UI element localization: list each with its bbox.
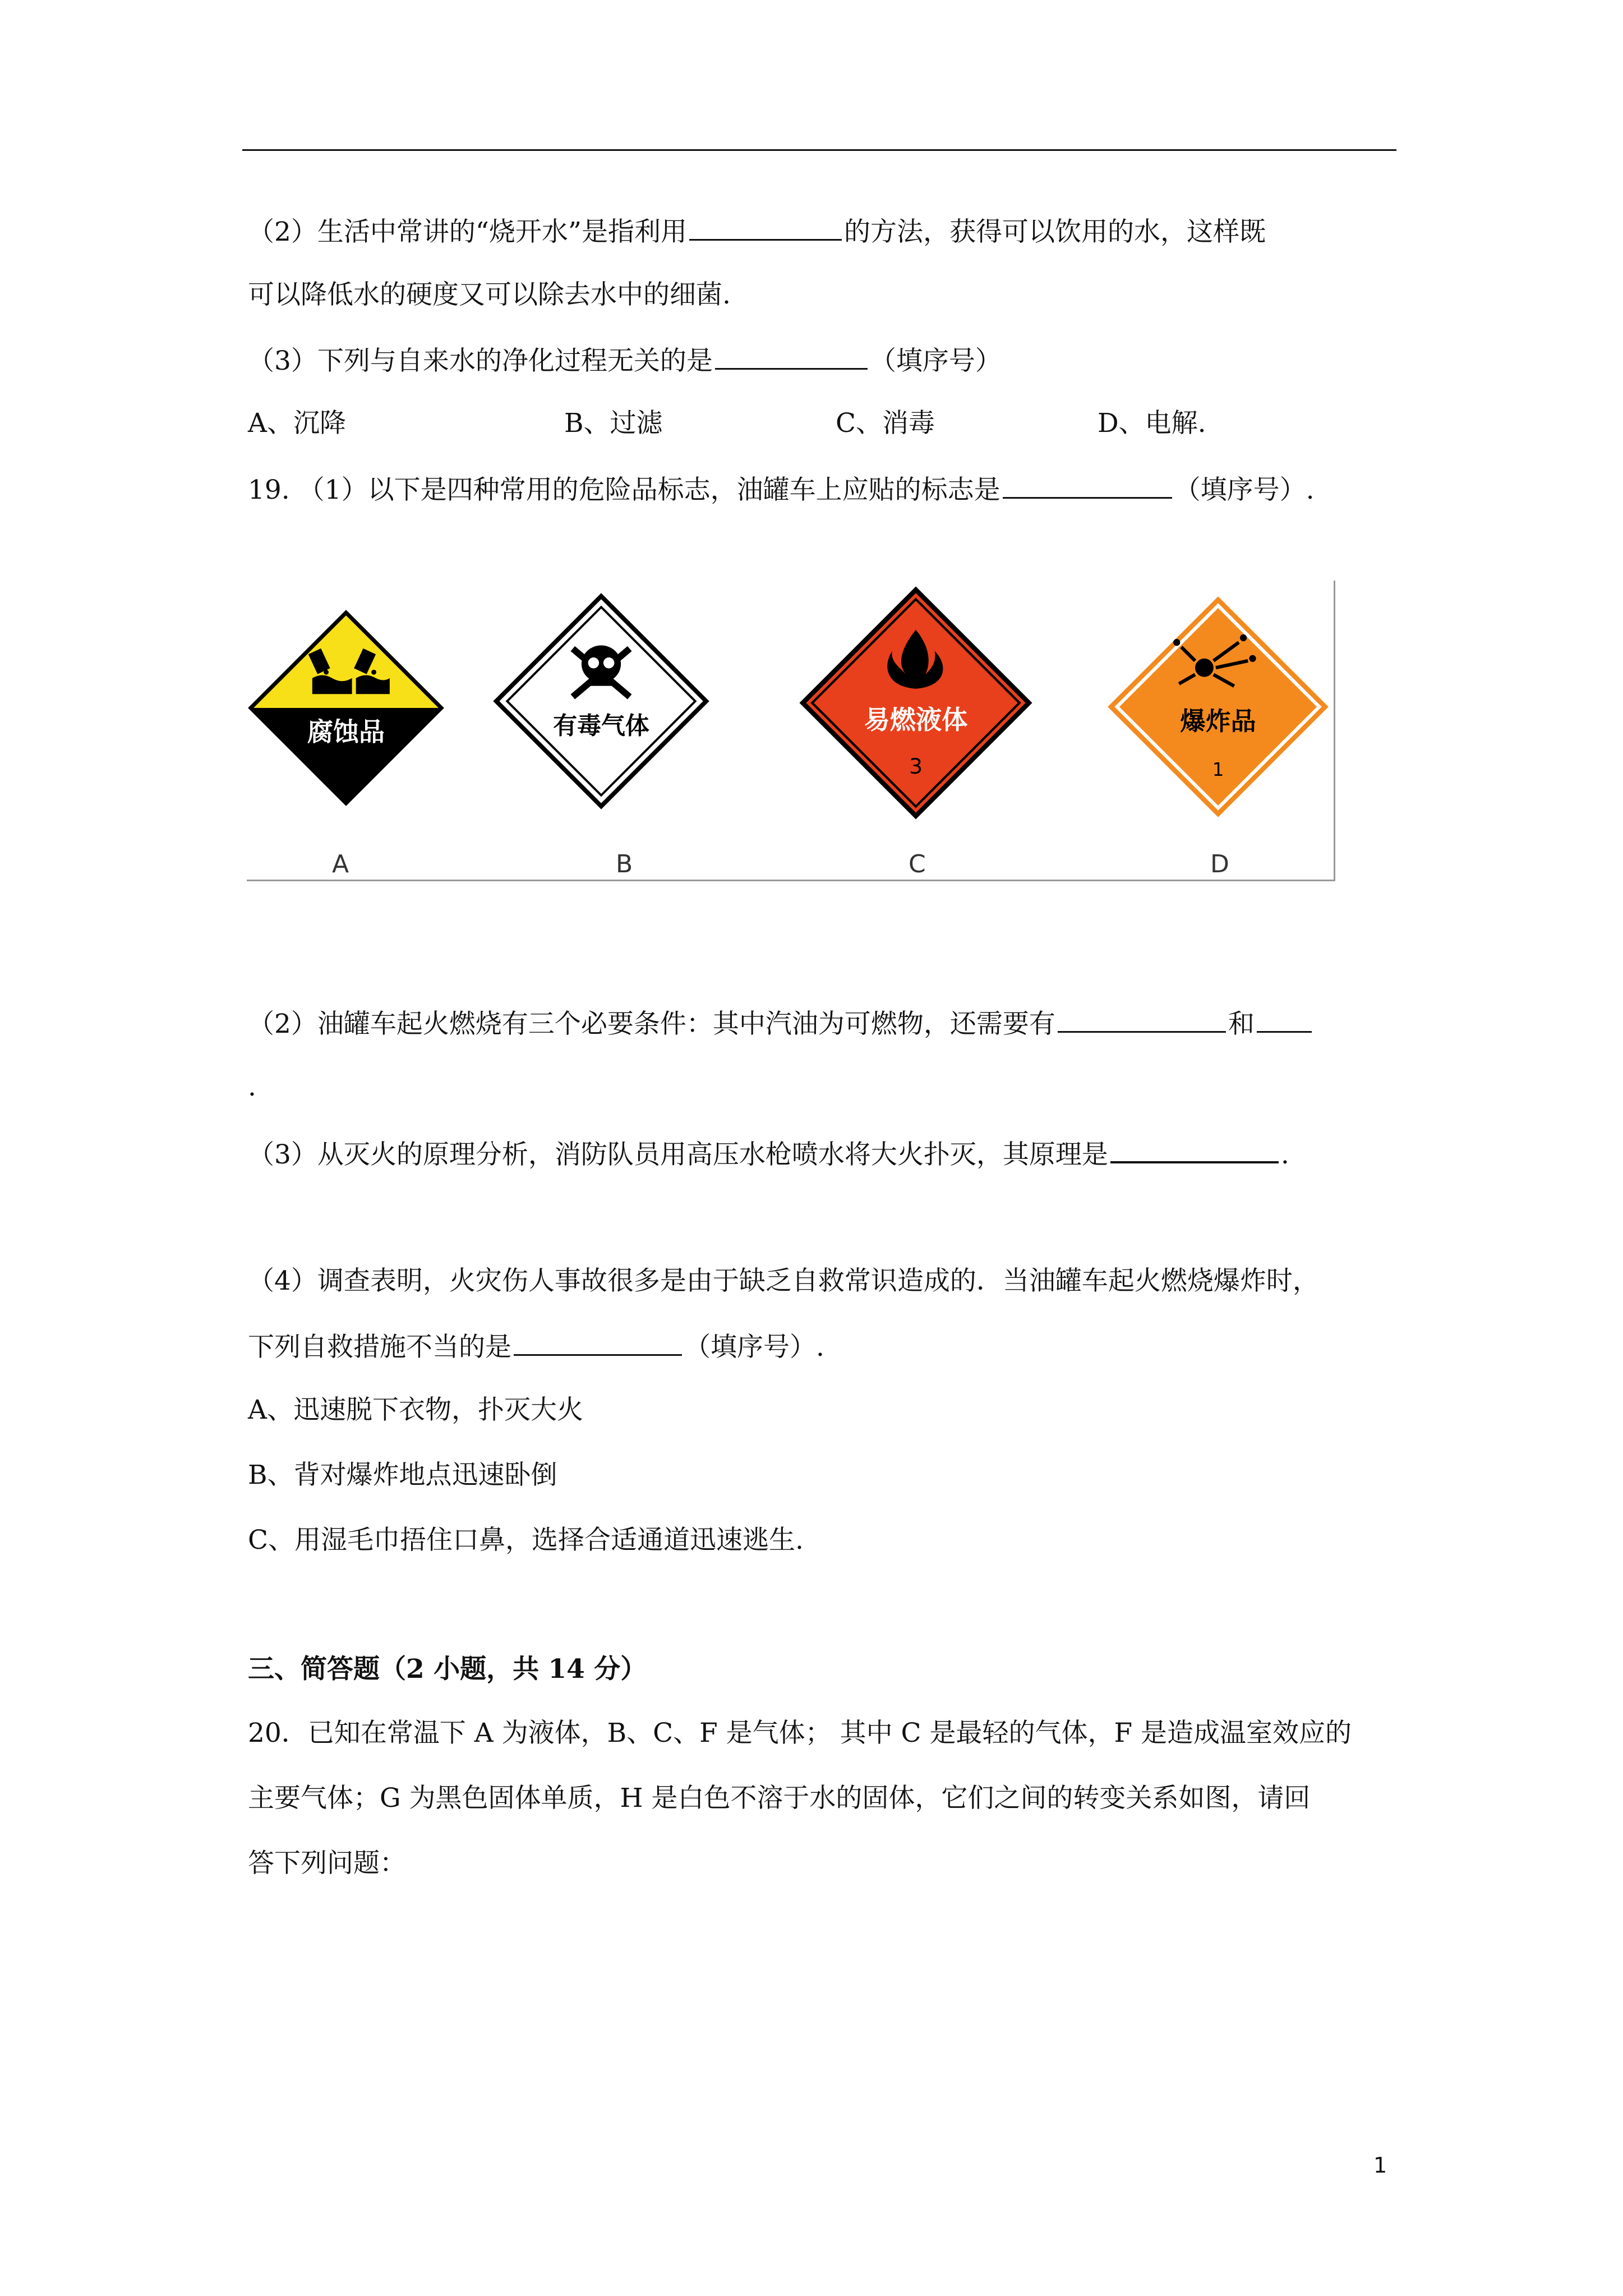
page-number: 1 bbox=[1373, 2153, 1387, 2178]
sign-b-label: 有毒气体 bbox=[553, 712, 649, 740]
sign-c-letter: C bbox=[909, 850, 926, 878]
explosive-sign bbox=[1103, 592, 1333, 822]
q18-part2-line1 bbox=[248, 213, 1266, 249]
corrosive-sign bbox=[247, 609, 445, 807]
sign-d-label: 爆炸品 bbox=[1180, 706, 1256, 736]
flammable-liquid-sign bbox=[798, 585, 1034, 821]
q19-part4-option-a: A、迅速脱下衣物，扑灭大火 bbox=[248, 1395, 583, 1425]
q19-part4-line2 bbox=[248, 1328, 824, 1364]
q19-part4-option-c: C、用湿毛巾捂住口鼻，选择合适通道迅速逃生. bbox=[248, 1525, 804, 1556]
q18-part3-blank[interactable] bbox=[715, 342, 868, 370]
sign-d bbox=[1103, 592, 1333, 822]
q18-option-c: C、消毒 bbox=[836, 408, 935, 439]
q19-part3-blank[interactable] bbox=[1110, 1135, 1279, 1163]
q19-part2-blank-2[interactable] bbox=[1257, 1005, 1312, 1033]
q19-part2-end: . bbox=[248, 1071, 256, 1102]
q19-part4-blank[interactable] bbox=[514, 1328, 682, 1356]
header-rule bbox=[242, 149, 1396, 151]
q19-part4-text: 下列自救措施不当的是 bbox=[248, 1332, 511, 1363]
sign-b-letter: B bbox=[616, 850, 633, 878]
q20-line1: 20．已知在常温下 A 为液体，B、C、F 是气体； 其中 C 是最轻的气体，F 是造成温室效应的 bbox=[248, 1718, 1352, 1749]
sign-d-number: 1 bbox=[1212, 759, 1224, 780]
sign-b bbox=[492, 592, 711, 811]
q20-line2: 主要气体；G 为黑色固体单质，H 是白色不溶于水的固体，它们之间的转变关系如图，请回 bbox=[248, 1783, 1311, 1814]
q18-option-a: A、沉降 bbox=[248, 408, 346, 439]
q19-part3-line bbox=[248, 1135, 1289, 1172]
sign-a-label: 腐蚀品 bbox=[307, 716, 385, 747]
q18-part2-line2: 可以降低水的硬度又可以除去水中的细菌. bbox=[248, 279, 731, 310]
sign-a bbox=[247, 609, 445, 807]
q18-option-d: D、电解. bbox=[1098, 408, 1206, 439]
q19-part1-text: 19. （1）以下是四种常用的危险品标志，油罐车上应贴的标志是 bbox=[248, 475, 1000, 505]
q19-part2-text: （2）油罐车起火燃烧有三个必要条件：其中汽油为可燃物，还需要有 bbox=[248, 1009, 1055, 1039]
q19-part2-blank-1[interactable] bbox=[1058, 1005, 1226, 1033]
sign-c bbox=[798, 585, 1034, 821]
q19-part3-text: （3）从灭火的原理分析，消防队员用高压水枪喷水将大火扑灭，其原理是 bbox=[248, 1139, 1108, 1170]
q19-part2-and: 和 bbox=[1228, 1009, 1255, 1039]
q19-part1-text-after: （填序号）. bbox=[1174, 475, 1315, 505]
q18-part3-text: （3）下列与自来水的净化过程无关的是 bbox=[248, 346, 713, 376]
q18-part3-text-after: （填序号） bbox=[869, 346, 1002, 376]
sign-a-letter: A bbox=[332, 850, 349, 878]
section-3-heading: 三、简答题（2 小题，共 14 分） bbox=[248, 1654, 647, 1685]
q19-part4-line1: （4）调查表明，火灾伤人事故很多是由于缺乏自救常识造成的．当油罐车起火燃烧爆炸时， bbox=[248, 1266, 1319, 1296]
q19-part4-text-after: （填序号）. bbox=[684, 1332, 824, 1363]
sign-d-letter: D bbox=[1210, 850, 1229, 878]
q19-part1-blank[interactable] bbox=[1003, 471, 1172, 499]
sign-c-number: 3 bbox=[909, 754, 923, 779]
sign-c-label: 易燃液体 bbox=[864, 705, 968, 735]
q18-part2-text-after: 的方法，获得可以饮用的水，这样既 bbox=[843, 217, 1266, 247]
q19-part1-line bbox=[248, 471, 1315, 507]
toxic-gas-sign bbox=[492, 592, 711, 811]
q20-line3: 答下列问题： bbox=[248, 1848, 406, 1879]
q18-part3-line bbox=[248, 342, 1002, 378]
q19-part2-line bbox=[248, 1005, 1314, 1041]
q18-part2-blank[interactable] bbox=[689, 213, 842, 241]
hazard-signs-figure bbox=[247, 581, 1335, 884]
q19-part4-option-b: B、背对爆炸地点迅速卧倒 bbox=[248, 1460, 557, 1490]
q18-part2-text: （2）生活中常讲的“烧开水”是指利用 bbox=[248, 217, 687, 247]
q18-option-b: B、过滤 bbox=[564, 408, 663, 439]
q19-part3-text-after: . bbox=[1280, 1139, 1289, 1170]
